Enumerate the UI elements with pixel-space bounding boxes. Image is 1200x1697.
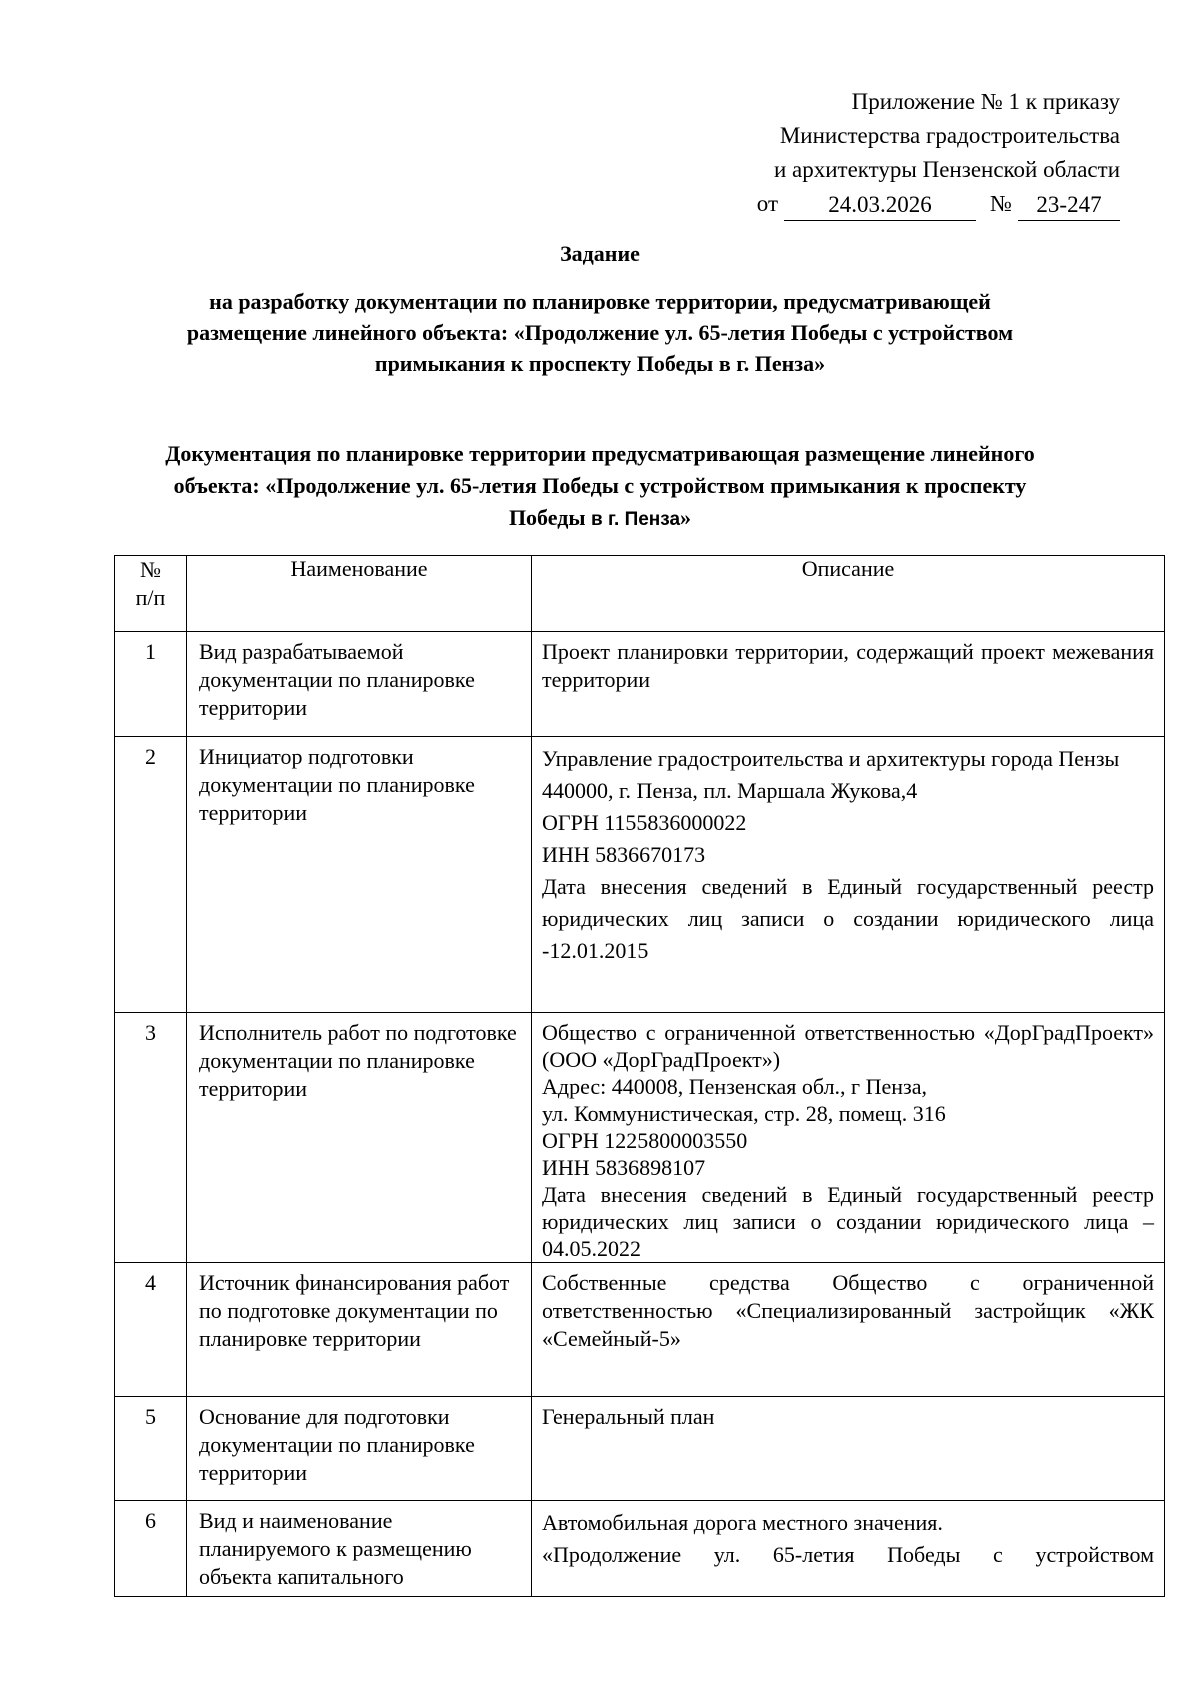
table-row — [115, 1263, 1165, 1397]
description-line: ул. Коммунистическая, стр. 28, помещ. 316 — [542, 1101, 946, 1126]
date-prefix: от — [756, 191, 779, 216]
order-date-row — [757, 187, 1120, 221]
table-row — [115, 1397, 1165, 1501]
table-row — [115, 1013, 1165, 1263]
row-description — [532, 1501, 1165, 1597]
description-line: Проект планировки территории, содержащий проект межевания территории — [542, 639, 1154, 692]
appendix-line-3: и архитектуры Пензенской области — [773, 157, 1120, 182]
documentation-heading — [150, 438, 1050, 536]
order-number: 23-247 — [1018, 190, 1120, 221]
doc-heading-tail: в г. Пенза — [591, 509, 681, 530]
table-row — [115, 1501, 1165, 1597]
task-table — [114, 555, 1165, 1597]
description-line: Собственные средства Общество с ограниченной ответственностью «Специализированный застройщик «ЖК «Семейный-5» — [542, 1270, 1154, 1351]
row-description — [532, 737, 1165, 1013]
appendix-line-1: Приложение № 1 к приказу — [851, 89, 1120, 114]
description-line: Управление градостроительства и архитектуры города Пензы — [542, 746, 1120, 771]
row-name: Инициатор подготовки документации по планировке территории — [187, 737, 532, 1013]
description-line: Генеральный план — [542, 1404, 715, 1429]
row-description — [532, 632, 1165, 737]
doc-heading-main: Документация по планировке территории предусматривающая размещение линейного объекта: «Продолжение ул. 65-летия Победы с устройством примыкания к проспекту Победы — [165, 441, 1035, 530]
row-name: Вид разрабатываемой документации по планировке территории — [187, 632, 532, 737]
description-line: ИНН 5836898107 — [542, 1155, 706, 1180]
header-num-line1: № — [140, 557, 161, 582]
row-name: Исполнитель работ по подготовке документации по планировке территории — [187, 1013, 532, 1263]
description-line: Дата внесения сведений в Единый государственный реестр юридических лиц записи о создании юридического лица – 04.05.2022 — [542, 1182, 1154, 1261]
description-line: Общество с ограниченной ответственностью «ДорГрадПроект» (ООО «ДорГрадПроект») — [542, 1020, 1154, 1072]
appendix-block — [757, 85, 1120, 221]
description-line: 440000, г. Пенза, пл. Маршала Жукова,4 — [542, 778, 918, 803]
table-row — [115, 632, 1165, 737]
row-description — [532, 1397, 1165, 1501]
row-number: 3 — [115, 1013, 187, 1263]
description-line: ОГРН 1225800003550 — [542, 1128, 748, 1153]
task-subtitle: на разработку документации по планировке территории, предусматривающей размещение линейного объекта: «Продолжение ул. 65-летия Победы с устройством примыкания к проспекту Победы в г. Пенза» — [186, 289, 1014, 376]
header-num-line2: п/п — [135, 585, 166, 610]
table-header-row — [115, 556, 1165, 632]
header-num — [115, 556, 187, 632]
row-name: Основание для подготовки документации по планировке территории — [187, 1397, 532, 1501]
description-line: Адрес: 440008, Пензенская обл., г Пенза, — [542, 1074, 927, 1099]
description-line: ОГРН 1155836000022 — [542, 810, 747, 835]
row-description — [532, 1263, 1165, 1397]
description-line: Автомобильная дорога местного значения. — [542, 1510, 943, 1535]
task-title: Задание — [560, 241, 640, 266]
row-number: 4 — [115, 1263, 187, 1397]
header-description: Описание — [532, 556, 1165, 632]
order-date: 24.03.2026 — [784, 190, 976, 221]
appendix-line-2: Министерства градостроительства — [779, 123, 1120, 148]
row-number: 5 — [115, 1397, 187, 1501]
description-line: Дата внесения сведений в Единый государственный реестр юридических лиц записи о создании юридического лица -12.01.2015 — [542, 874, 1154, 963]
number-sign: № — [990, 191, 1012, 216]
row-name: Источник финансирования работ по подготовке документации по планировке территории — [187, 1263, 532, 1397]
table-row — [115, 737, 1165, 1013]
description-line: «Продолжение ул. 65-летия Победы с устройством — [542, 1542, 1154, 1567]
row-number: 1 — [115, 632, 187, 737]
row-number: 2 — [115, 737, 187, 1013]
doc-heading-close: » — [680, 505, 692, 530]
row-name: Вид и наименование планируемого к размещению объекта капитального — [187, 1501, 532, 1597]
header-name: Наименование — [187, 556, 532, 632]
row-description — [532, 1013, 1165, 1263]
description-line: ИНН 5836670173 — [542, 842, 706, 867]
row-number: 6 — [115, 1501, 187, 1597]
